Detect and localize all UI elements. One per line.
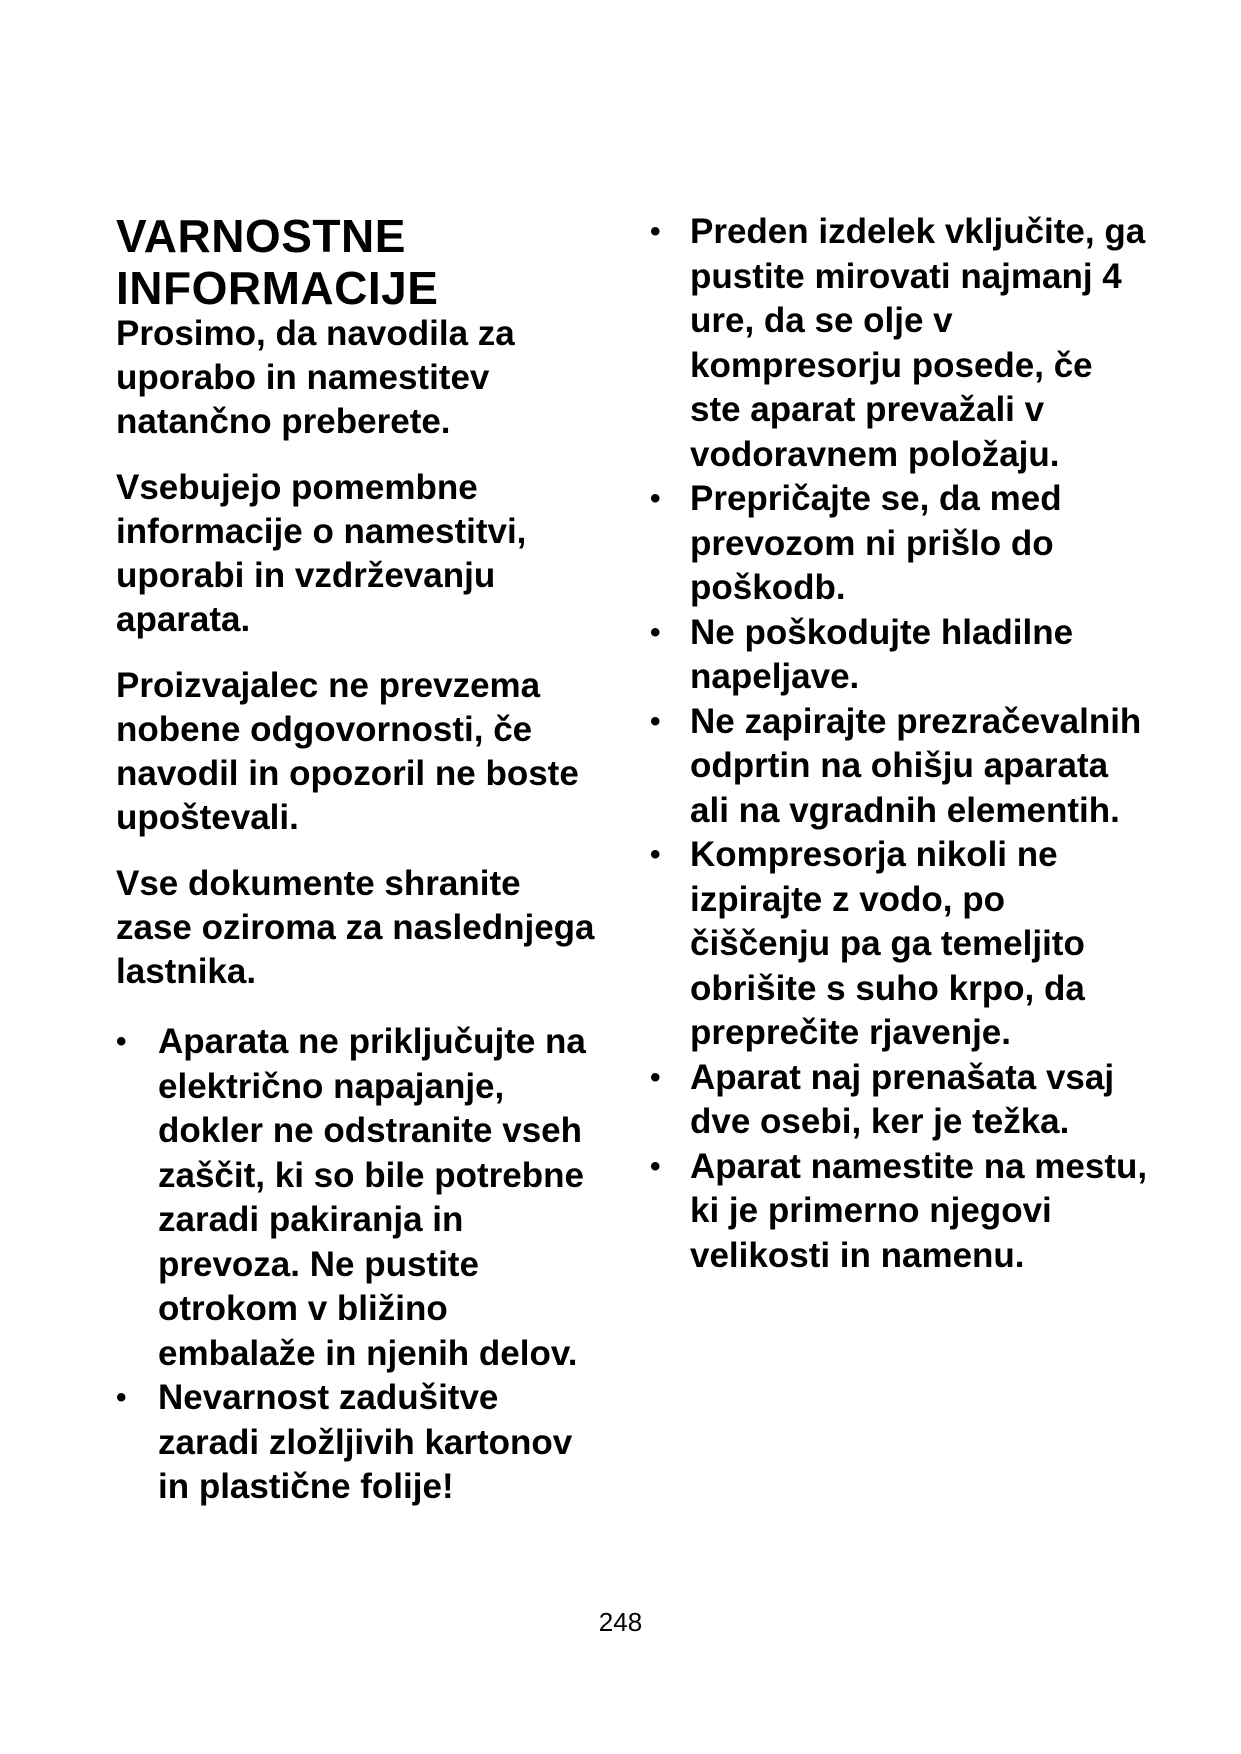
list-item-text: Ne zapirajte prezračevalnih odprtin na ohišju aparata ali na vgradnih elementih. [690, 701, 1142, 830]
bullet-icon: • [650, 704, 661, 738]
right-bullet-list [650, 210, 1150, 1278]
list-item-text: Aparata ne priključujte na električno napajanje, dokler ne odstranite vseh zaščit, ki so bile potrebne zaradi pakiranja in prevoza. Ne pustite otrokom v bližino embalaže in njenih delov. [158, 1022, 586, 1373]
bullet-icon: • [650, 1149, 661, 1183]
list-item-text: Nevarnost zadušitve zaradi zložljivih kartonov in plastične folije! [158, 1378, 573, 1506]
bullet-icon: • [650, 615, 661, 649]
list-item [650, 700, 1150, 834]
list-item [650, 1145, 1150, 1279]
intro-paragraph-3: Proizvajalec ne prevzema nobene odgovornosti, če navodil in opozoril ne boste upoštevali. [116, 666, 579, 837]
right-column [650, 210, 1150, 1278]
bullet-icon: • [116, 1025, 127, 1058]
list-item-text: Kompresorja nikoli ne izpirajte z vodo, po čiščenju pa ga temeljito obrišite s suho krpo, da preprečite rjavenje. [690, 835, 1085, 1052]
intro-paragraph-4: Vse dokumente shranite zase oziroma za naslednjega lastnika. [116, 864, 595, 991]
list-item-text: Ne poškodujte hladilne napeljave. [690, 612, 1074, 696]
list-item [650, 477, 1150, 611]
bullet-icon: • [650, 482, 661, 515]
list-item [116, 1376, 606, 1510]
list-item [650, 1056, 1150, 1145]
intro-paragraph-2: Vsebujejo pomembne informacije o namestitvi, uporabi in vzdrževanju aparata. [116, 468, 527, 639]
list-item-text: Prepričajte se, da med prevozom ni prišlo do poškodb. [690, 479, 1062, 607]
left-column [116, 210, 606, 1510]
bullet-icon: • [116, 1381, 127, 1414]
list-item [650, 210, 1150, 477]
title-line-2: INFORMACIJE [116, 262, 439, 314]
left-bullet-list [116, 1020, 606, 1510]
list-item [116, 1020, 606, 1376]
list-item [650, 611, 1150, 700]
bullet-icon: • [650, 215, 661, 248]
page-title [116, 210, 606, 314]
list-item [650, 833, 1150, 1056]
list-item-text: Preden izdelek vključite, ga pustite mirovati najmanj 4 ure, da se olje v kompresorju posede, če ste aparat prevažali v vodoravnem položaju. [690, 212, 1146, 474]
title-line-1: VARNOSTNE [116, 210, 406, 262]
bullet-icon: • [650, 1060, 661, 1094]
page-number: 248 [598, 1607, 643, 1637]
list-item-text: Aparat naj prenašata vsaj dve osebi, ker je težka. [690, 1057, 1115, 1141]
bullet-icon: • [650, 838, 661, 871]
list-item-text: Aparat namestite na mestu, ki je primerno njegovi velikosti in namenu. [690, 1146, 1148, 1275]
intro-paragraph-1: Prosimo, da navodila za uporabo in namestitev natančno preberete. [116, 314, 515, 441]
